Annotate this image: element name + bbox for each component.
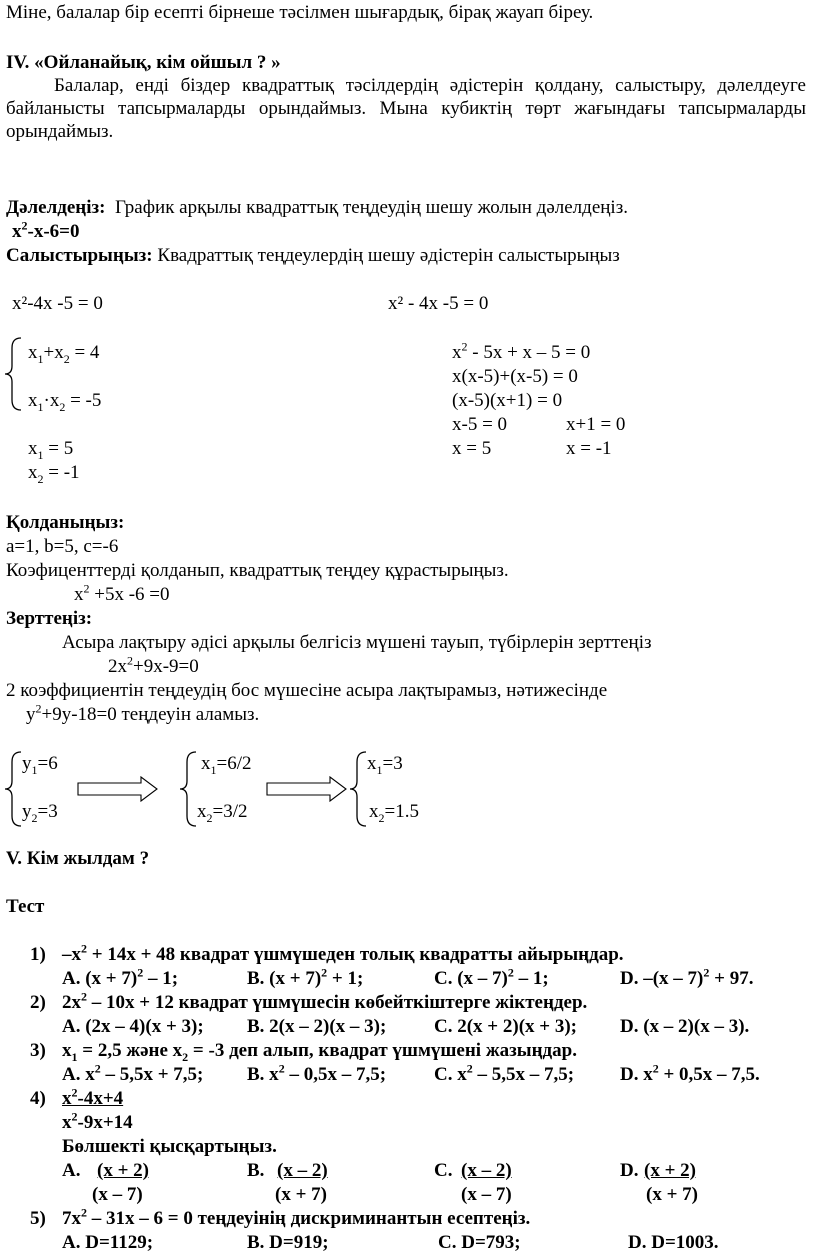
x1-final: $x_1=3$	[367, 753, 403, 777]
x2-final: $x_2=1.5$	[369, 801, 419, 825]
q3-option-d: D. $x^2 + 0,5x - 7,5$.	[620, 1061, 760, 1085]
vieta-brace-icon	[3, 336, 25, 412]
q4-option-a-label: A.	[62, 1160, 81, 1181]
prove-text: График арқылы квадраттық теңдеудің шешу жолын дәлелдеңіз.	[115, 197, 628, 218]
q4-option-a-denominator: (x – 7)	[92, 1184, 143, 1205]
prove-equation: $x^2-x-6=0$	[12, 218, 80, 242]
q4-instruction: Бөлшекті қысқартыңыз.	[62, 1136, 277, 1157]
q4-option-d-label: D.	[620, 1160, 639, 1181]
x2-fraction: $x_2=3/2$	[197, 801, 248, 825]
q1-number: 1)	[30, 944, 46, 965]
q3-option-b: B. $x^2 - 0,5x - 7,5$;	[247, 1061, 387, 1085]
research-equation-2: $y^2+9y-18=0$ теңдеуін аламыз.	[26, 701, 260, 725]
q2-option-a: A. (2x – 4)(x + 3);	[62, 1016, 204, 1037]
q5-option-b: B. D=919;	[247, 1232, 329, 1253]
grouping-step-1: $x^2 - 5x + x - 5 = 0$	[452, 339, 591, 363]
y2-value: $y_2=3$	[22, 801, 58, 825]
q3-number: 3)	[30, 1040, 46, 1061]
grouping-step-2: x(x-5)+(x-5) = 0	[452, 366, 578, 387]
q3-option-a: A. $x^2 - 5,5x + 7,5$;	[62, 1061, 204, 1085]
test-title: Тест	[6, 896, 45, 917]
vieta-sum: $x_1+x_2 = 4$	[28, 342, 100, 366]
q5-number: 5)	[30, 1208, 46, 1229]
q5-option-d: D. D=1003.	[628, 1232, 719, 1253]
compare-label: Салыстырыңыз:	[6, 245, 153, 266]
q1-option-d: D. –(x – 7)$^2$ + 97.	[620, 965, 754, 989]
q1-option-a: A. $(x + 7)^2 - 1$;	[62, 965, 179, 989]
compare-text: Квадраттық теңдеулердің шешу әдістерін салыстырыңыз	[157, 245, 620, 266]
q2-option-b: B. 2(x – 2)(x – 3);	[247, 1016, 387, 1037]
vieta-x1: $x_1 = 5$	[28, 438, 74, 462]
apply-coefficients: a=1, b=5, c=-6	[6, 536, 119, 557]
research-equation: $2x^2+9x-9=0$	[108, 653, 199, 677]
q4-option-d-numerator: (x + 2)	[644, 1160, 696, 1181]
section-5-title: V. Кім жылдам ?	[6, 848, 150, 869]
q4-option-b-denominator: (x + 7)	[275, 1184, 327, 1205]
q4-option-a-numerator: (x + 2)	[97, 1160, 149, 1181]
grouping-step-3: (x-5)(x+1) = 0	[452, 390, 563, 411]
q4-denominator: $x^2-9x+14$	[62, 1109, 133, 1133]
apply-text: Коэфиценттерді қолданып, квадраттық теңдеу құрастырыңыз.	[6, 560, 509, 581]
q4-option-c-label: C.	[434, 1160, 453, 1181]
research-line-2: 2 коэффициентін теңдеудің бос мүшесіне асыра лақтырамыз, нәтижесінде	[6, 680, 608, 701]
q3-question: $x_1 = 2,5$ және $x_2 = -3$ деп алып, квадрат үшмүшені жазыңдар.	[62, 1040, 577, 1064]
q2-option-d: D. (x – 2)(x – 3).	[620, 1016, 750, 1037]
q2-question: $2x^2 - 10x + 12$ квадрат үшмүшесін көбейткіштерге жіктеңдер.	[62, 989, 588, 1013]
q4-option-d-denominator: (x + 7)	[646, 1184, 698, 1205]
y1-value: $y_1=6$	[22, 753, 58, 777]
q5-option-c: C. D=793;	[438, 1232, 521, 1253]
q4-number: 4)	[30, 1088, 46, 1109]
compare-left-equation: x²-4x -5 = 0	[12, 293, 103, 314]
research-text: Асыра лақтыру әдісі арқылы белгісіз мүшені тауып, түбірлерін зерттеңіз	[62, 632, 652, 653]
q2-number: 2)	[30, 992, 46, 1013]
q4-option-b-label: B.	[247, 1160, 265, 1181]
grouping-root-1: x = 5	[452, 438, 492, 459]
research-label: Зерттеңіз:	[6, 608, 93, 629]
section-4-title: IV. «Ойланайық, кім ойшыл ? »	[6, 52, 281, 73]
grouping-root-2: x = -1	[566, 438, 612, 459]
q1-option-c: C. (x – 7)$^2$ – 1;	[434, 965, 549, 989]
compare-right-equation: x² - 4x -5 = 0	[388, 293, 489, 314]
intro-text: Міне, балалар бір есепті бірнеше тәсілмен шығардық, бірақ жауап біреу.	[6, 2, 594, 23]
section-4-paragraph: Балалар, енді біздер квадраттық тәсілдердің әдістерін қолдану, салыстыру, дәлелдеуге байланысты тапсырмаларды орындаймыз. Мына кубиктің төрт жағындағы тапсырмаларды орындаймыз.	[6, 75, 806, 142]
prove-line	[6, 197, 628, 219]
x1-fraction: $x_1=6/2$	[201, 753, 252, 777]
q3-option-c: C. $x^2 - 5,5x - 7,5$;	[434, 1061, 575, 1085]
q5-option-a: A. D=1129;	[62, 1232, 154, 1253]
q5-question: $7x^2 - 31x - 6 = 0$ теңдеуінің дискриминантын есептеңіз.	[62, 1205, 531, 1229]
grouping-step-4b: x+1 = 0	[566, 414, 626, 435]
q4-option-c-numerator: (x – 2)	[461, 1160, 512, 1181]
vieta-product: $x_1\cdot x_2 = -5$	[28, 390, 102, 414]
q1-question: $-x^2 + 14x + 48$ квадрат үшмүшеден толық квадратты айырыңдар.	[62, 941, 624, 965]
arrow-right-icon-2	[266, 775, 348, 803]
q2-option-c: C. 2(x + 2)(x + 3);	[434, 1016, 578, 1037]
compare-line	[6, 245, 620, 267]
q4-option-b-numerator: (x – 2)	[277, 1160, 328, 1181]
arrow-right-icon	[77, 775, 159, 803]
apply-equation: $x^2 +5x$ -6 =0	[74, 581, 170, 605]
vieta-x2: $x_2 = -1$	[28, 462, 80, 486]
apply-label: Қолданыңыз:	[6, 512, 125, 533]
prove-label: Дәлелдеңіз:	[6, 197, 106, 218]
grouping-step-4a: x-5 = 0	[452, 414, 508, 435]
q1-option-b: B. $(x + 7)^2 + 1$;	[247, 965, 364, 989]
q4-option-c-denominator: (x – 7)	[461, 1184, 512, 1205]
q4-numerator: $x^2-4x+4$	[62, 1085, 124, 1109]
